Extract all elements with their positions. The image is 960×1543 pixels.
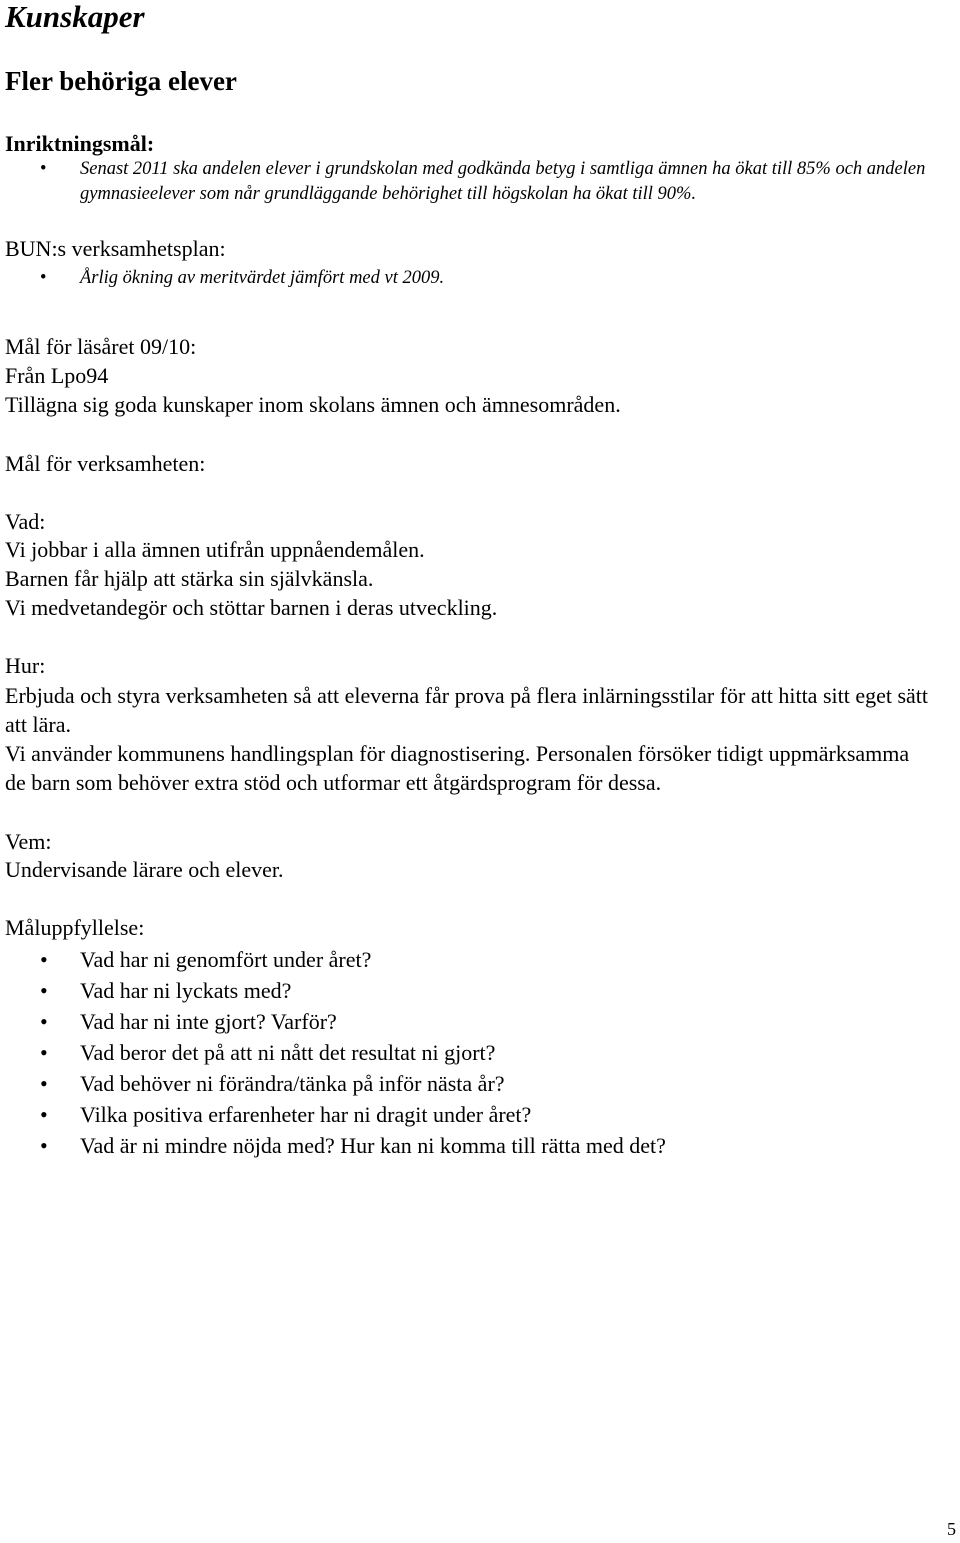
list-item-text: Senast 2011 ska andelen elever i grundskolan med godkända betyg i samtliga ämnen ha ökat till 85% och andelen gymnasieelever som når grundläggande behörighet till högskolan ha ökat till 90%. xyxy=(80,159,926,204)
bullet-icon: • xyxy=(40,947,48,972)
bullet-icon: • xyxy=(40,1009,48,1034)
vad-line: Vi medvetandegör och stöttar barnen i deras utveckling. xyxy=(5,595,498,620)
list-item-text: Vad är ni mindre nöjda med? Hur kan ni komma till rätta med det? xyxy=(80,1133,666,1158)
hur-paragraph: Vi använder kommunens handlingsplan för diagnostisering. Personalen försöker tidigt uppmärksamma de barn som behöver extra stöd och utformar ett åtgärdsprogram för dessa. xyxy=(5,741,910,795)
list-item xyxy=(0,1130,666,1161)
list-item xyxy=(0,1037,666,1068)
maluppfyllelse-list xyxy=(0,944,666,1161)
list-item xyxy=(0,975,666,1006)
list-item-text: Vad har ni lyckats med? xyxy=(80,978,292,1003)
list-item xyxy=(0,266,950,291)
list-item-text: Vad behöver ni förändra/tänka på inför nästa år? xyxy=(80,1071,505,1096)
list-item-text: Vad beror det på att ni nått det resultat ni gjort? xyxy=(80,1040,496,1065)
bun-plan-list xyxy=(0,266,950,291)
mal-lasaret-line: Från Lpo94 xyxy=(5,363,109,388)
vem-text: Undervisande lärare och elever. xyxy=(5,857,284,882)
bullet-icon: • xyxy=(40,159,47,179)
bullet-icon: • xyxy=(40,1040,48,1065)
inriktningsmal-list xyxy=(0,157,950,207)
list-item xyxy=(0,1006,666,1037)
list-item-text: Vad har ni inte gjort? Varför? xyxy=(80,1009,337,1034)
bullet-icon: • xyxy=(40,268,47,288)
document-title: Kunskaper xyxy=(5,0,145,34)
list-item xyxy=(0,1099,666,1130)
page-number: 5 xyxy=(947,1519,956,1539)
hur-paragraph: Erbjuda och styra verksamheten så att eleverna får prova på flera inlärningsstilar för att hitta sitt eget sätt att lära. xyxy=(5,683,929,737)
list-item xyxy=(0,944,666,975)
mal-verksamheten-heading: Mål för verksamheten: xyxy=(5,451,206,476)
bun-plan-heading: BUN:s verksamhetsplan: xyxy=(5,236,226,261)
list-item-text: Årlig ökning av meritvärdet jämfört med vt 2009. xyxy=(80,268,445,288)
mal-lasaret-heading: Mål för läsåret 09/10: xyxy=(5,334,197,359)
bullet-icon: • xyxy=(40,1071,48,1096)
list-item xyxy=(0,1068,666,1099)
mal-lasaret-line: Tillägna sig goda kunskaper inom skolans ämnen och ämnesområden. xyxy=(5,392,621,417)
vem-heading: Vem: xyxy=(5,829,52,854)
bullet-icon: • xyxy=(40,1133,48,1158)
list-item-text: Vilka positiva erfarenheter har ni dragit under året? xyxy=(80,1102,532,1127)
section-title: Fler behöriga elever xyxy=(5,66,237,96)
list-item xyxy=(0,157,950,207)
inriktningsmal-heading: Inriktningsmål: xyxy=(5,131,155,156)
list-item-text: Vad har ni genomfört under året? xyxy=(80,947,372,972)
hur-heading: Hur: xyxy=(5,653,46,678)
vad-heading: Vad: xyxy=(5,509,46,534)
bullet-icon: • xyxy=(40,978,48,1003)
vad-line: Barnen får hjälp att stärka sin självkänsla. xyxy=(5,566,374,591)
bullet-icon: • xyxy=(40,1102,48,1127)
vad-line: Vi jobbar i alla ämnen utifrån uppnåendemålen. xyxy=(5,537,425,562)
maluppfyllelse-heading: Måluppfyllelse: xyxy=(5,915,145,940)
